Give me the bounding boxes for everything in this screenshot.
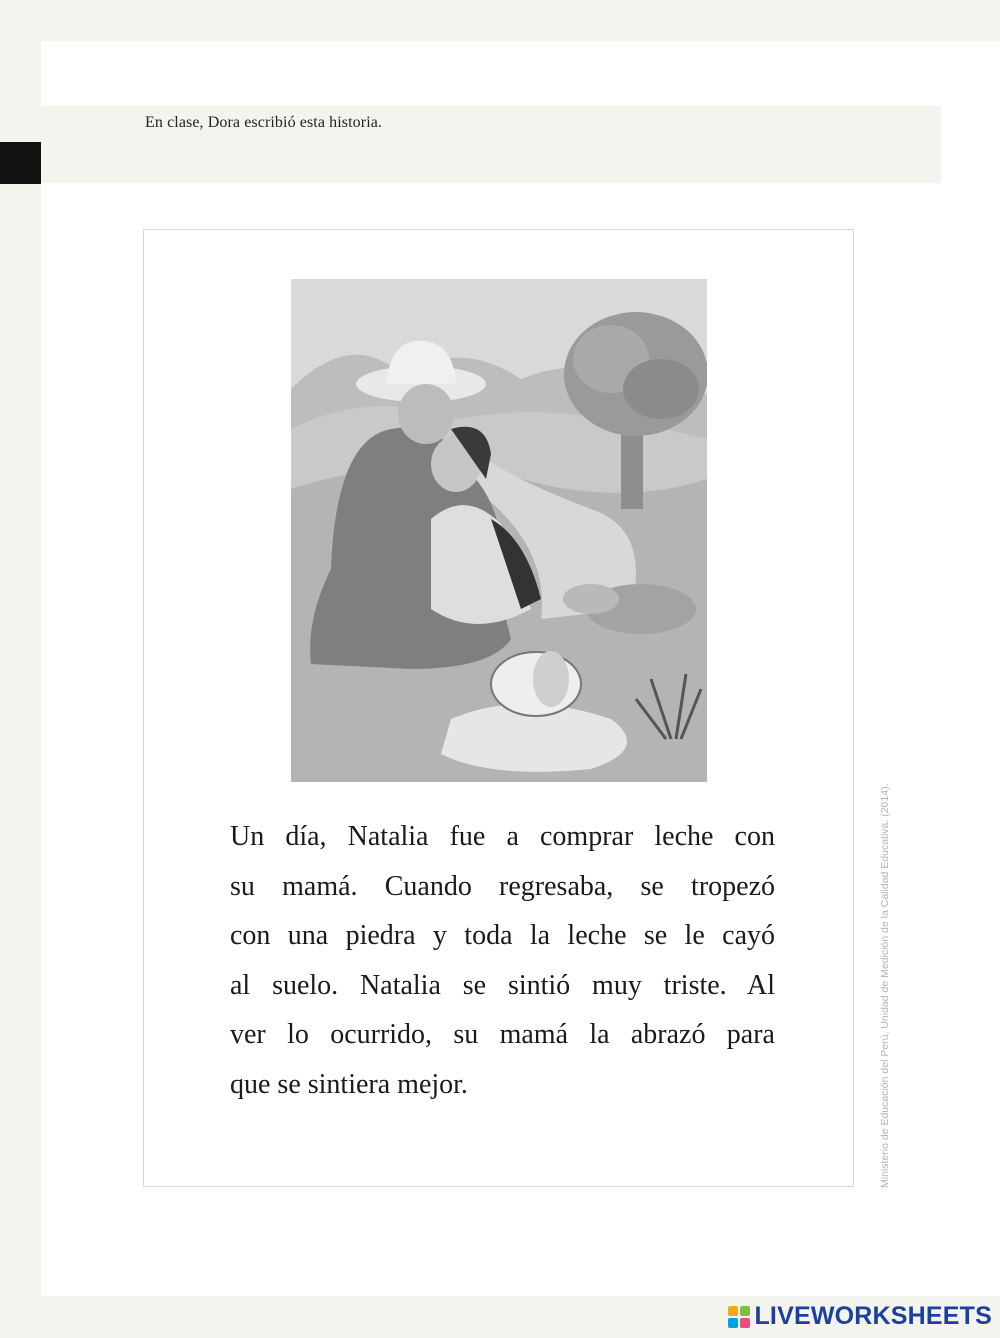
intro-text: En clase, Dora escribió esta historia. <box>145 114 383 131</box>
story-line: su mamá. Cuando regresaba, se tropezó <box>230 870 775 902</box>
illustration-drawing <box>291 279 707 782</box>
story-illustration <box>291 279 707 782</box>
story-line: ver lo ocurrido, su mamá la abrazó para <box>230 1019 775 1051</box>
story-text <box>230 812 775 1110</box>
source-credit: Ministerio de Educación del Perú, Unidad de Medición de la Calidad Educativa. (2014). <box>879 783 891 1188</box>
brand-link[interactable] <box>728 1302 992 1331</box>
story-line: al suelo. Natalia se sintió muy triste. Al <box>230 969 775 1001</box>
story-line: que se sintiera mejor. <box>230 1068 468 1100</box>
page-marker-tab <box>0 142 41 184</box>
brand-name: LIVEWORKSHEETS <box>754 1302 992 1330</box>
liveworksheets-logo-icon <box>728 1306 750 1328</box>
story-line: con una piedra y toda la leche se le cayó <box>230 920 775 952</box>
story-line: Un día, Natalia fue a comprar leche con <box>230 821 775 852</box>
